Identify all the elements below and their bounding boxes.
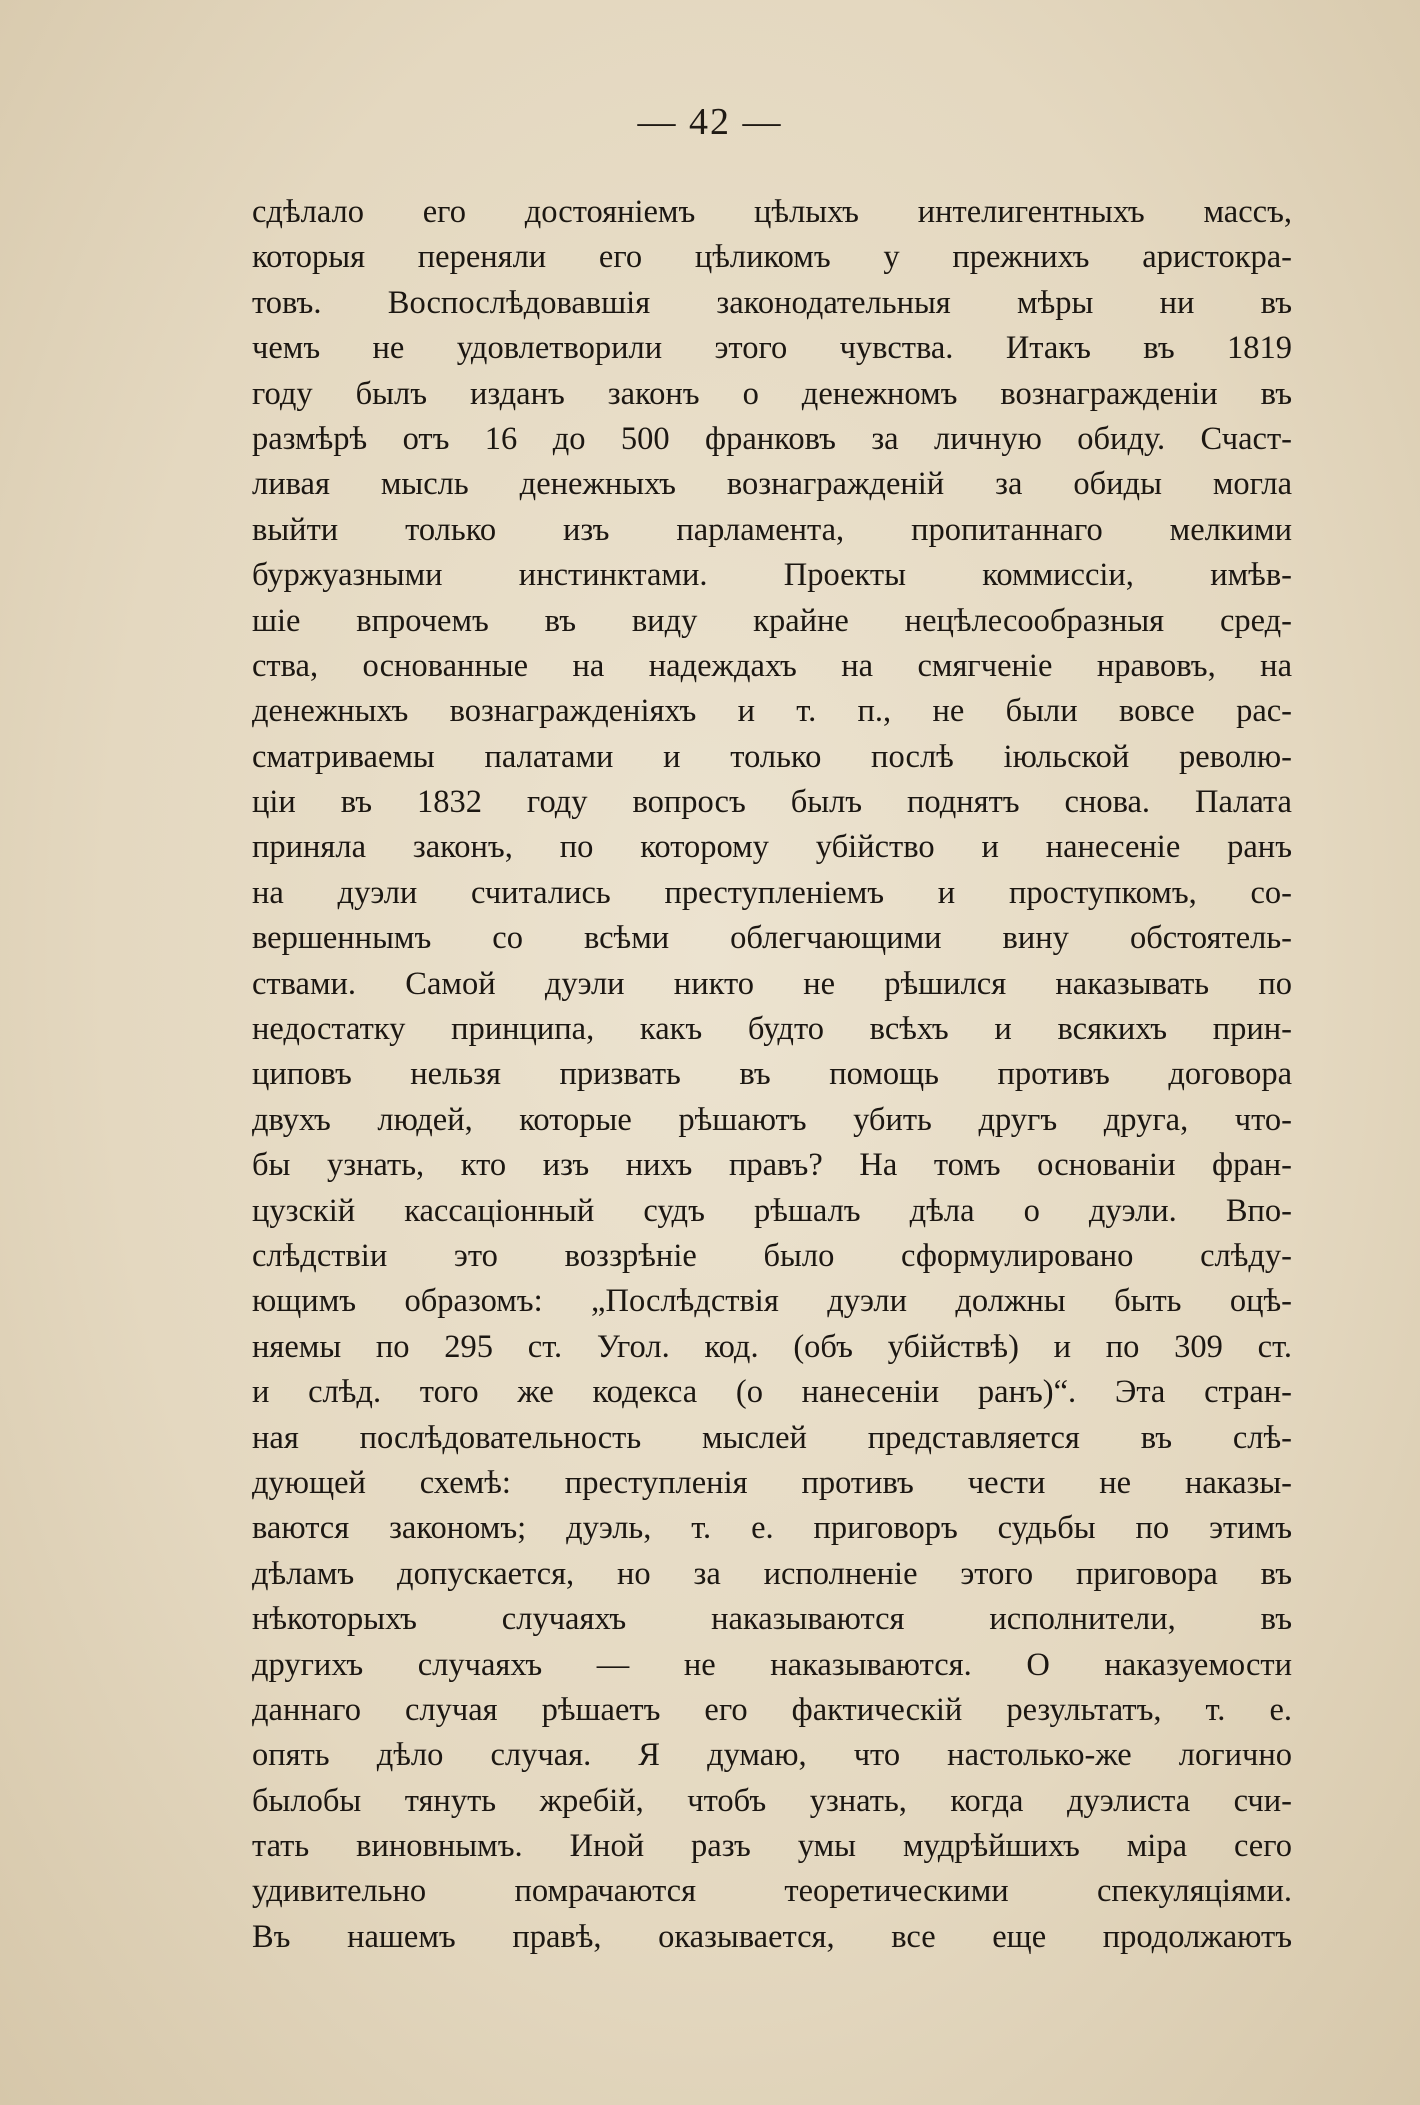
text-line: сдѣлало его достояніемъ цѣлыхъ интелигентныхъ массъ, xyxy=(252,194,1292,230)
page-number: — 42 — xyxy=(637,101,783,143)
text-line: Въ нашемъ правѣ, оказывается, все еще продолжаютъ xyxy=(252,1918,1292,1955)
text-line: денежныхъ вознагражденіяхъ и т. п., не были вовсе рас- xyxy=(252,693,1292,730)
text-line: слѣдствіи это воззрѣніе было сформулировано слѣду- xyxy=(252,1237,1292,1274)
text-line: опять дѣло случая. Я думаю, что настолько-же логично xyxy=(252,1737,1292,1774)
text-line: удивительно помрачаются теоретическими спекуляціями. xyxy=(252,1873,1292,1910)
text-line: ціи въ 1832 году вопросъ былъ поднятъ снова. Палата xyxy=(252,784,1292,821)
text-line: на дуэли считались преступленіемъ и проступкомъ, со- xyxy=(252,874,1292,911)
text-line: тать виновнымъ. Иной разъ умы мудрѣйшихъ міра сего xyxy=(252,1828,1292,1865)
text-line: двухъ людей, которые рѣшаютъ убить другъ друга, что- xyxy=(252,1101,1292,1138)
text-line: приняла законъ, по которому убійство и нанесеніе ранъ xyxy=(252,829,1292,866)
text-line: няемы по 295 ст. Угол. код. (объ убійствѣ) и по 309 ст. xyxy=(252,1328,1292,1365)
text-line: нѣкоторыхъ случаяхъ наказываются исполнители, въ xyxy=(252,1601,1292,1638)
text-line: недостатку принципа, какъ будто всѣхъ и всякихъ прин- xyxy=(252,1011,1292,1048)
text-line: дующей схемѣ: преступленія противъ чести не наказы- xyxy=(252,1464,1292,1501)
text-line: шіе впрочемъ въ виду крайне нецѣлесообразныя сред- xyxy=(252,602,1292,639)
text-line: размѣрѣ отъ 16 до 500 франковъ за личную обиду. Счаст- xyxy=(252,420,1292,457)
text-line: товъ. Воспослѣдовавшія законодательныя мѣры ни въ xyxy=(252,284,1292,321)
text-line: цузскій кассаціонный судъ рѣшалъ дѣла о дуэли. Впо- xyxy=(252,1192,1292,1229)
text-line: буржуазными инстинктами. Проекты коммиссіи, имѣв- xyxy=(252,557,1292,594)
text-line: году былъ изданъ законъ о денежномъ вознагражденіи въ xyxy=(252,375,1292,412)
text-line: даннаго случая рѣшаетъ его фактическій результатъ, т. е. xyxy=(252,1691,1292,1728)
text-line: ливая мысль денежныхъ вознагражденій за обиды могла xyxy=(252,466,1292,503)
text-line: бы узнать, кто изъ нихъ правъ? На томъ основаніи фран- xyxy=(252,1147,1292,1184)
text-line: выйти только изъ парламента, пропитаннаго мелкими xyxy=(252,511,1292,548)
text-line: ющимъ образомъ: „Послѣдствія дуэли должны быть оцѣ- xyxy=(252,1283,1292,1320)
text-line: ствами. Самой дуэли никто не рѣшился наказывать по xyxy=(252,965,1292,1002)
text-line: другихъ случаяхъ — не наказываются. О наказуемости xyxy=(252,1646,1292,1683)
text-line: циповъ нельзя призвать въ помощь противъ договора xyxy=(252,1056,1292,1093)
text-line: сматриваемы палатами и только послѣ іюльской револю- xyxy=(252,738,1292,775)
text-line: которыя переняли его цѣликомъ у прежнихъ аристокра- xyxy=(252,239,1292,276)
text-line: и слѣд. того же кодекса (о нанесеніи ранъ)“. Эта стран- xyxy=(252,1374,1292,1411)
text-line: ная послѣдовательность мыслей представляется въ слѣ- xyxy=(252,1419,1292,1456)
text-line: чемъ не удовлетворили этого чувства. Итакъ въ 1819 xyxy=(252,330,1292,367)
body-text xyxy=(252,190,1292,1960)
text-line: былобы тянуть жребій, чтобъ узнать, когда дуэлиста счи- xyxy=(252,1782,1292,1819)
text-line: ства, основанные на надеждахъ на смягченіе нравовъ, на xyxy=(252,647,1292,684)
text-line: вершеннымъ со всѣми облегчающими вину обстоятель- xyxy=(252,920,1292,957)
text-line: ваются закономъ; дуэль, т. е. приговоръ судьбы по этимъ xyxy=(252,1510,1292,1547)
text-line: дѣламъ допускается, но за исполненіе этого приговора въ xyxy=(252,1555,1292,1592)
